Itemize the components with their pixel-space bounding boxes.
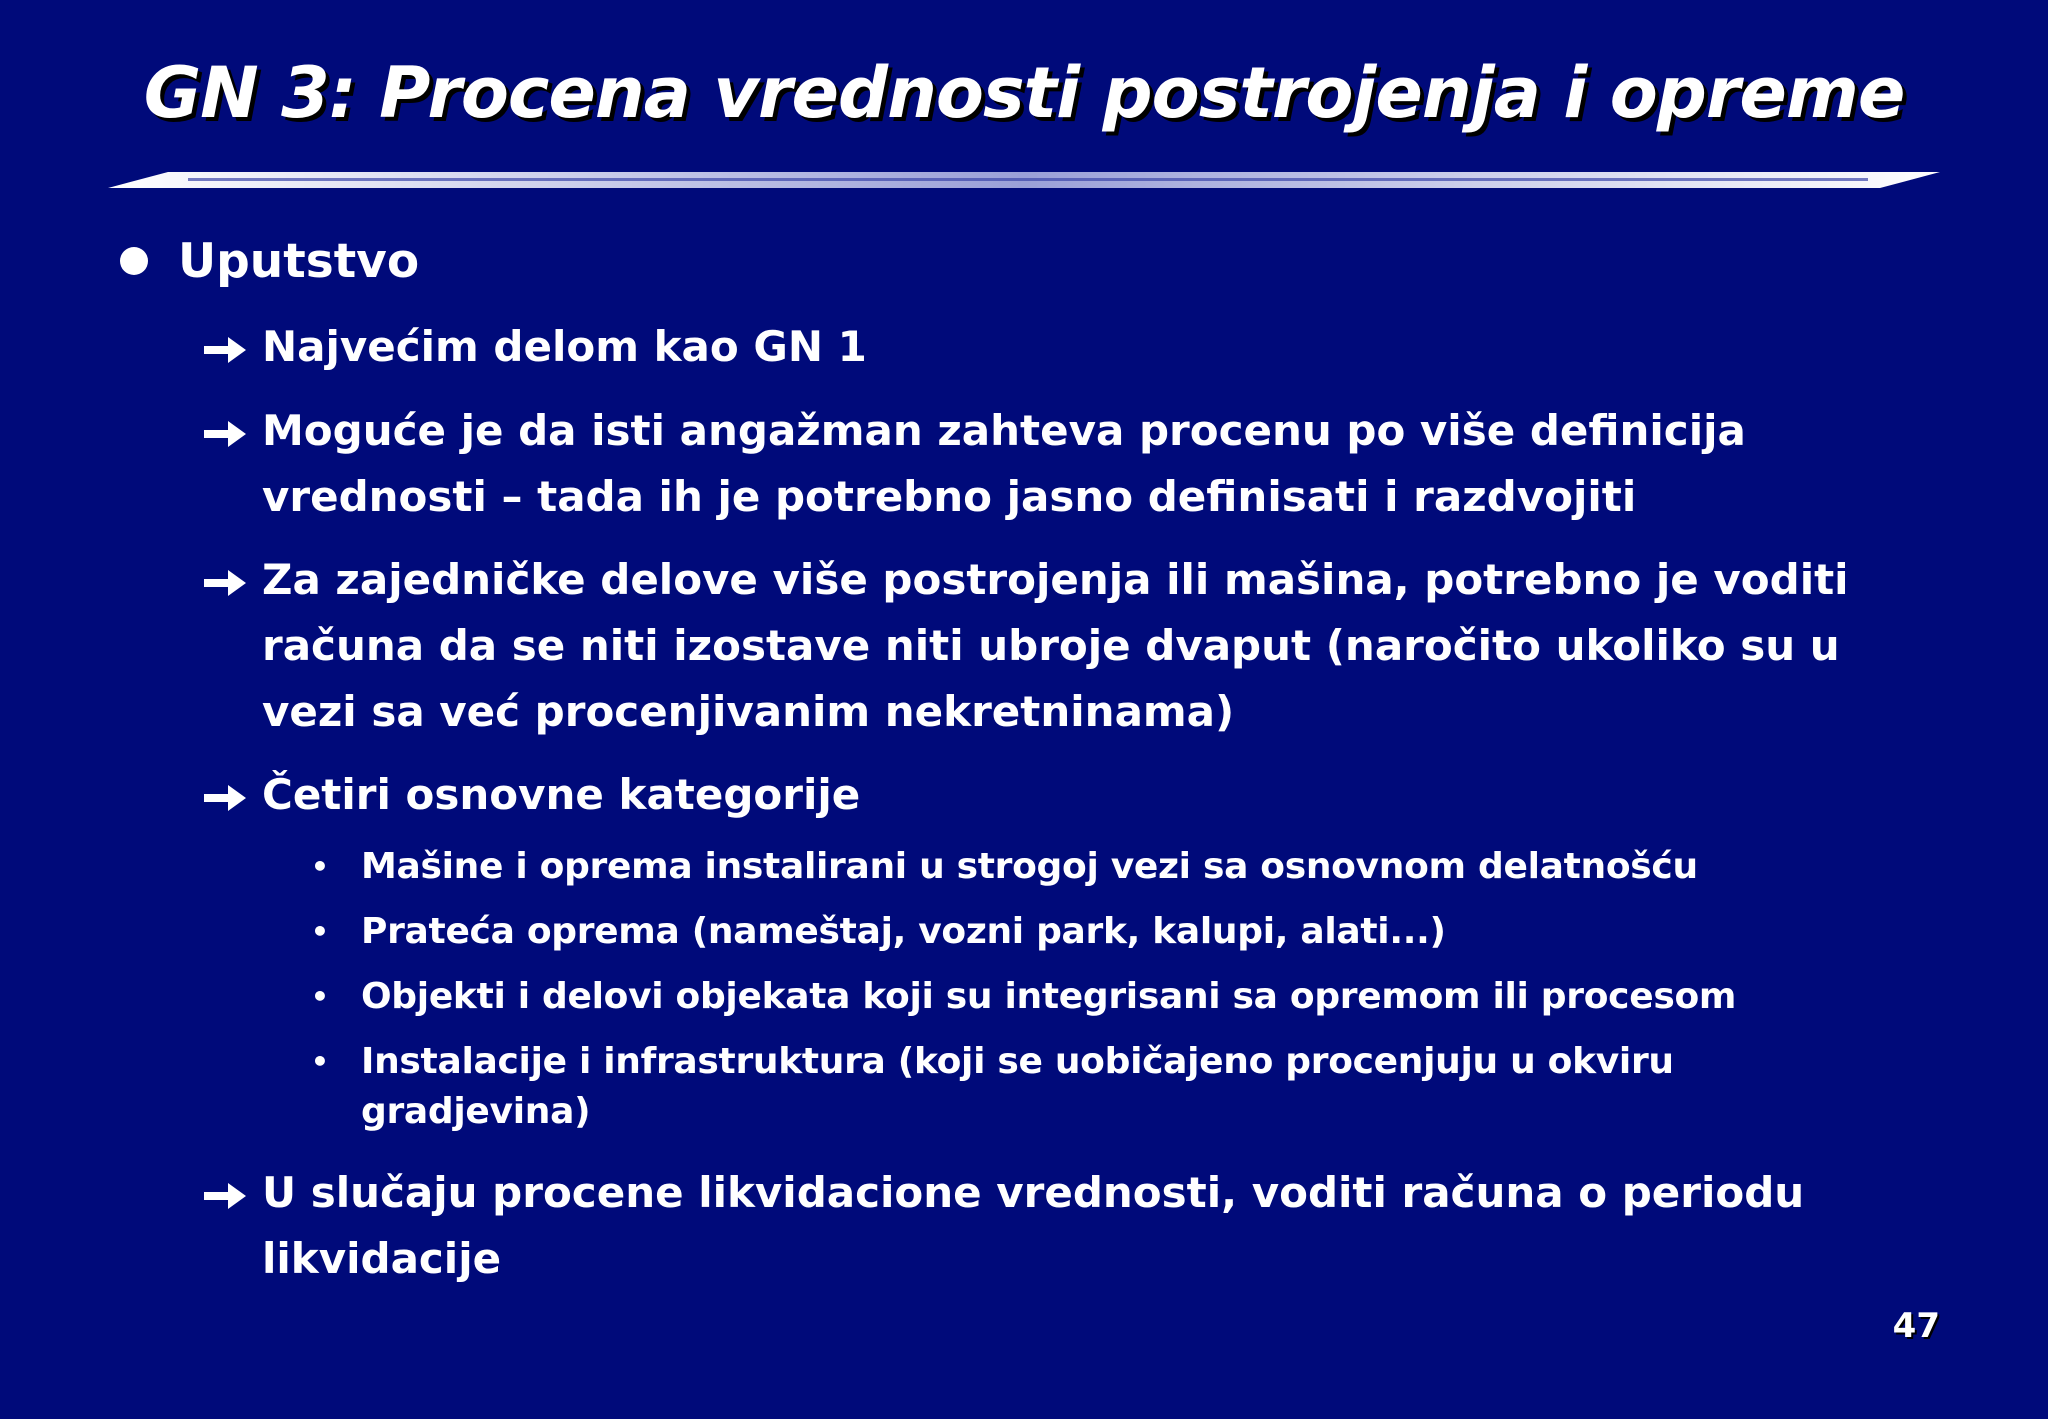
small-dot-bullet-icon: • [311,1045,329,1078]
sub-list-item [307,907,1867,957]
small-dot-bullet-icon: • [311,915,329,948]
sub-list-item [307,972,1867,1022]
sub-list-item-text: Mašine i oprema instalirani u strogoj vezi sa osnovnom delatnošću [361,846,1698,887]
list-item [204,547,1904,745]
list-item [204,398,1904,530]
filled-circle-bullet-icon [120,247,148,275]
list-item [204,314,1904,380]
right-arrow-icon [204,1160,262,1292]
sub-list-item [307,1037,1827,1137]
small-dot-bullet-icon: • [311,850,329,883]
list-item [204,762,1904,828]
list-item-text: Moguće je da isti angažman zahteva procenu po više definicija vrednosti – tada ih je potrebno jasno definisati i razdvojiti [262,406,1746,521]
list-item-text: Za zajedničke delove više postrojenja ili mašina, potrebno je voditi računa da se niti izostave niti ubroje dvaput (naročito ukoliko su u vezi sa već procenjivanim nekretninama) [262,555,1849,736]
right-arrow-icon [204,762,262,828]
sub-list-item-text: Instalacije i infrastruktura (koji se uobičajeno procenjuju u okviru gradjevina) [361,1041,1674,1132]
heading-item [120,228,419,294]
sub-list-item-text: Prateća oprema (nameštaj, vozni park, kalupi, alati...) [361,911,1446,952]
small-dot-bullet-icon: • [311,980,329,1013]
list-item-text: Najvećim delom kao GN 1 [262,322,867,371]
slide-title: GN 3: Procena vrednosti postrojenja i opreme [143,52,1905,134]
list-item [204,1160,1864,1292]
sub-list-item [307,842,1867,892]
right-arrow-icon [204,314,262,380]
list-item-text: Četiri osnovne kategorije [262,770,861,819]
heading-text: Uputstvo [178,233,420,289]
sub-list-item-text: Objekti i delovi objekata koji su integrisani sa opremom ili procesom [361,976,1737,1017]
page-number: 47 [1892,1306,1940,1346]
right-arrow-icon [204,547,262,745]
right-arrow-icon [204,398,262,530]
list-item-text: U slučaju procene likvidacione vrednosti, voditi računa o periodu likvidacije [262,1168,1805,1283]
